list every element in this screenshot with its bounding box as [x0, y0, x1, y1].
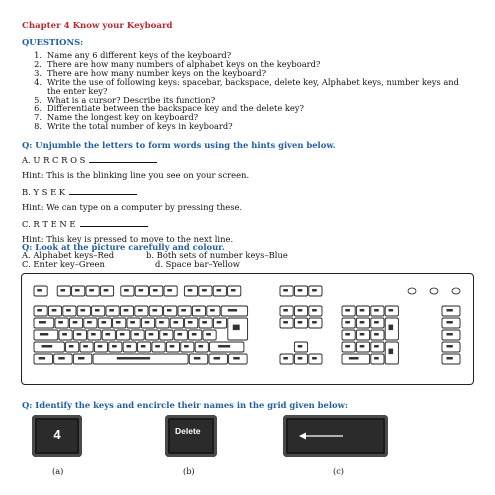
- key-label: 4: [53, 427, 61, 442]
- keyboard-key: [69, 318, 82, 328]
- keyboard-key: [80, 342, 93, 352]
- keyboard-key: [342, 306, 355, 316]
- keyboard-key: [127, 318, 140, 328]
- keyboard-key: [294, 342, 307, 352]
- key-image-4: [32, 415, 82, 457]
- keyboard-key: [294, 286, 307, 296]
- keyboard-key: [442, 330, 460, 340]
- keyboard-key: [210, 342, 244, 352]
- keyboard-key: [371, 306, 384, 316]
- keyboard-key: [57, 286, 70, 296]
- colour-instruction-d: d. Space bar–Yellow: [155, 259, 240, 269]
- keyboard-key: [73, 330, 86, 340]
- keyboard-key: [135, 286, 148, 296]
- keyboard-key: [371, 330, 384, 340]
- keyboard-key: [66, 342, 79, 352]
- key-label: Delete: [175, 426, 201, 436]
- questions-heading: QUESTIONS:: [22, 37, 84, 47]
- keyboard-key: [342, 318, 355, 328]
- keyboard-key: [152, 342, 165, 352]
- hint-text: Hint: We can type on a computer by pressing these.: [22, 202, 243, 212]
- keyboard-key: [34, 318, 54, 328]
- caption-b: (b): [183, 466, 195, 476]
- keyboard-key: [342, 342, 355, 352]
- keyboard-key: [117, 330, 130, 340]
- left-arrow-icon: [299, 431, 345, 441]
- keyboard-illustration: [21, 273, 474, 385]
- keyboard-key: [102, 330, 115, 340]
- keyboard-key: [442, 342, 460, 352]
- caption-c: (c): [333, 466, 344, 476]
- keyboard-key: [228, 286, 241, 296]
- keyboard-key: [123, 342, 136, 352]
- indicator-light: [408, 288, 416, 294]
- keyboard-key: [356, 306, 369, 316]
- unjumble-item-a: [22, 155, 157, 165]
- keyboard-key: [138, 342, 151, 352]
- keyboard-key: [170, 318, 183, 328]
- keyboard-key: [385, 306, 398, 316]
- questions-list: [22, 51, 487, 131]
- question-item: 5. What is a cursor? Describe its function?: [34, 94, 216, 105]
- keyboard-key: [189, 354, 207, 364]
- answer-blank[interactable]: [80, 219, 148, 227]
- keyboard-key: [356, 330, 369, 340]
- keyboard-key: [141, 318, 154, 328]
- keyboard-key: [34, 306, 47, 316]
- keyboard-key: [98, 318, 111, 328]
- keyboard-key: [280, 286, 293, 296]
- keyboard-key: [309, 318, 322, 328]
- keyboard-key: [164, 306, 177, 316]
- keyboard-key: [166, 342, 179, 352]
- unjumble-item-c: [22, 219, 148, 229]
- keyboard-key: [385, 342, 398, 364]
- question-item: 6. Differentiate between the backspace key and the delete key?: [34, 103, 304, 114]
- keyboard-key: [72, 286, 85, 296]
- question-item: 7. Name the longest key on keyboard?: [34, 112, 199, 123]
- keyboard-key: [213, 318, 226, 328]
- keyboard-key: [280, 354, 293, 364]
- keyboard-key: [385, 318, 398, 340]
- keyboard-key: [34, 286, 47, 296]
- keyboard-key: [135, 306, 148, 316]
- keyboard-key: [203, 330, 216, 340]
- keyboard-key: [109, 342, 122, 352]
- keyboard-key: [131, 330, 144, 340]
- question-item: 1. Name any 6 different keys of the keyboard?: [34, 50, 232, 60]
- keyboard-key: [280, 306, 293, 316]
- question-item: 2. There are how many numbers of alphabet keys on the keyboard?: [34, 58, 321, 69]
- keyboard-key: [356, 342, 369, 352]
- identify-heading: Q: Identify the keys and encircle their names in the grid given below:: [22, 400, 348, 410]
- keyboard-key: [342, 354, 370, 364]
- keyboard-key: [106, 306, 119, 316]
- keyboard-key: [342, 330, 355, 340]
- question-item: 3. There are how many number keys on the keyboard?: [34, 67, 267, 78]
- keyboard-key: [221, 306, 247, 316]
- keyboard-key: [94, 342, 107, 352]
- colour-instruction-a: A. Alphabet keys–Red: [22, 250, 115, 260]
- hint-text: Hint: This key is pressed to move to the next line.: [22, 234, 234, 244]
- keyboard-key: [371, 354, 384, 364]
- keyboard-key: [92, 306, 105, 316]
- keyboard-key: [160, 330, 173, 340]
- keyboard-key: [199, 318, 212, 328]
- caption-a: (a): [52, 466, 64, 476]
- chapter-title: Chapter 4 Know your Keyboard: [22, 21, 173, 31]
- keyboard-key: [280, 318, 293, 328]
- keyboard-key: [199, 286, 212, 296]
- keyboard-key: [73, 354, 91, 364]
- hint-text: Hint: This is the blinking line you see on your screen.: [22, 170, 250, 180]
- keyboard-key: [84, 318, 97, 328]
- keyboard-key: [207, 306, 220, 316]
- keyboard-key: [442, 354, 460, 364]
- keyboard-key: [145, 330, 158, 340]
- keyboard-key: [113, 318, 126, 328]
- question-item: 4. Write the use of following keys: spacebar, backspace, delete key, Alphabet keys, number keys and the enter key?: [34, 76, 459, 96]
- colour-instruction-c: C. Enter key–Green: [22, 259, 105, 269]
- keyboard-key: [120, 306, 133, 316]
- keyboard-key: [181, 342, 194, 352]
- unjumble-heading: Q: Unjumble the letters to form words using the hints given below.: [22, 140, 336, 150]
- keyboard-key: [86, 286, 99, 296]
- keyboard-key: [209, 354, 227, 364]
- keyboard-key: [150, 286, 163, 296]
- keyboard-key: [309, 286, 322, 296]
- keyboard-key: [356, 318, 369, 328]
- keyboard-key: [229, 354, 247, 364]
- colour-instruction-b: b. Both sets of number keys–Blue: [146, 250, 288, 260]
- keyboard-key: [442, 318, 460, 328]
- keyboard-key: [156, 318, 169, 328]
- key-image-delete: [165, 415, 217, 457]
- jumbled-letters: A. U R C R O S: [22, 155, 86, 165]
- keyboard-key: [184, 286, 197, 296]
- key-image-backspace: [283, 415, 388, 457]
- keyboard-key: [189, 330, 202, 340]
- keyboard-key: [442, 306, 460, 316]
- keyboard-key: [185, 318, 198, 328]
- keyboard-key: [309, 306, 322, 316]
- keyboard-key: [100, 286, 113, 296]
- keyboard-key: [174, 330, 187, 340]
- indicator-light: [452, 288, 460, 294]
- keyboard-key: [59, 330, 72, 340]
- keyboard-key: [195, 342, 208, 352]
- keyboard-key: [88, 330, 101, 340]
- keyboard-key: [294, 354, 307, 364]
- keyboard-key: [149, 306, 162, 316]
- keyboard-key: [294, 318, 307, 328]
- keyboard-key: [213, 286, 226, 296]
- keyboard-key: [63, 306, 76, 316]
- colour-heading: Q: Look at the picture carefully and colour.: [22, 242, 225, 252]
- jumbled-letters: C. R T E N E: [22, 219, 76, 229]
- question-item: 8. Write the total number of keys in keyboard?: [34, 121, 233, 132]
- answer-blank[interactable]: [69, 187, 137, 195]
- answer-blank[interactable]: [89, 155, 157, 163]
- keyboard-key: [34, 354, 52, 364]
- keyboard-key: [54, 354, 72, 364]
- keyboard-key: [48, 306, 61, 316]
- keyboard-key: [371, 318, 384, 328]
- keyboard-key: [164, 286, 177, 296]
- keyboard-key: [178, 306, 191, 316]
- keyboard-key: [294, 306, 307, 316]
- keyboard-key: [34, 342, 64, 352]
- keyboard-key: [55, 318, 68, 328]
- indicator-light: [430, 288, 438, 294]
- keyboard-key: [309, 354, 322, 364]
- keyboard-drawing: [22, 274, 473, 384]
- unjumble-item-b: [22, 187, 137, 197]
- keyboard-key: [371, 342, 384, 352]
- keyboard-key: [34, 330, 58, 340]
- keyboard-key: [77, 306, 90, 316]
- jumbled-letters: B. Y S E K: [22, 187, 66, 197]
- keyboard-key: [228, 318, 248, 340]
- keyboard-key: [93, 354, 188, 364]
- keyboard-key: [192, 306, 205, 316]
- keyboard-key: [121, 286, 134, 296]
